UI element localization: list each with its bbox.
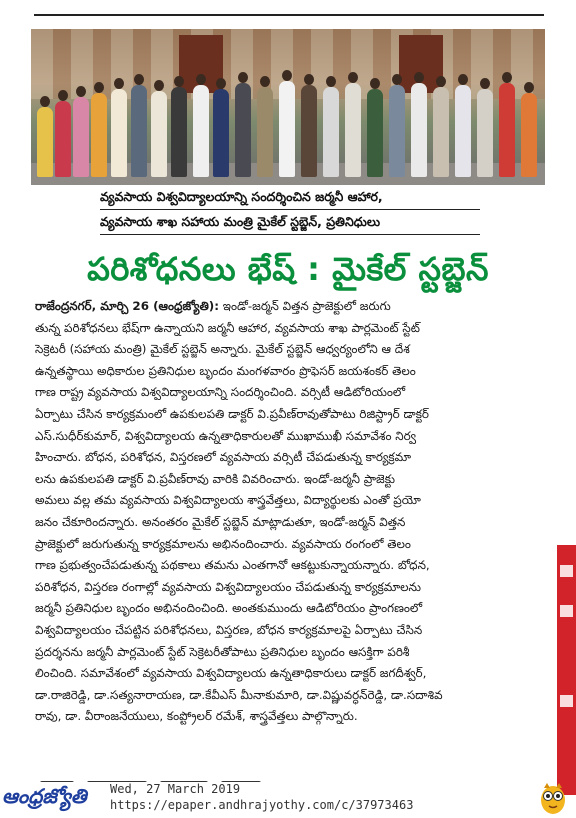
article-line: డా.రాజిరెడ్డి, డా.సత్యనారాయణ, డా.కేవీఎస్ మీనాకుమారి, డా.విష్ణువర్ధన్‌రెడ్డి, డా.సదాశివ — [35, 687, 443, 702]
person — [37, 107, 53, 177]
strip-mark — [560, 695, 573, 707]
article-line: సెక్రెటరీ (సహాయ మంత్రి) మైకేల్ స్టబ్జెన్ అన్నారు. మైకేల్ స్టబ్జెన్ ఆధ్వర్యంలోని ఆ దేశ — [35, 342, 410, 357]
caption-line-2: వ్యవసాయ శాఖ సహాయ మంత్రి మైకేల్ స్టబ్జెన్, ప్రతినిధులు — [100, 210, 480, 235]
mascot-icon — [538, 780, 568, 816]
article-line: గాణ ప్రభుత్వంచేపడుతున్న పథకాలు తమను ఎంతగానో ఆకట్టుకున్నాయన్నారు. బోధన, — [35, 558, 430, 573]
article-line: ఎస్.సుధీర్‌కుమార్, విశ్వవిద్యాలయ ఉన్నతాధికారులతో ముఖాముఖీ సమావేశం నిర్వ — [35, 428, 417, 443]
article-line: అమలు వల్ల తమ వ్యవసాయ విశ్వవిద్యాలయ శాస్త్రవేత్తలు, విద్యార్థులకు ఎంతో ప్రయో — [35, 493, 421, 508]
article-line: లను ఉపకులపతి డాక్టర్ వి.ప్రవీణ్‌రావు వారికి వివరించారు. ఇండో-జర్మనీ ప్రాజెక్టు — [35, 471, 396, 486]
headline: పరిశోధనలు భేష్ : మైకేల్ స్టబ్జెన్ — [87, 250, 489, 288]
person — [91, 93, 107, 177]
edition-date: Wed, 27 March 2019 — [110, 782, 241, 796]
strip-mark — [560, 605, 573, 617]
photo-people — [31, 67, 545, 177]
article-line: ఏర్పాటు చేసిన కార్యక్రమంలో ఉపకులపతి డాక్టర్ వి.ప్రవీణ్‌రావుతోపాటు రిజిస్ట్రార్ డాక్టర్ — [35, 406, 429, 421]
top-rule — [34, 14, 544, 16]
person — [257, 87, 273, 177]
article-line: ఇండో-జర్మన్ విత్తన ప్రాజెక్టులో జరుగు — [222, 299, 391, 313]
person — [171, 87, 187, 177]
person — [411, 83, 427, 177]
person — [213, 89, 229, 177]
article-line: జర్మనీ ప్రతినిధుల బృందం అభినందించింది. అంతకుముందు ఆడిటోరియం ప్రాంగణంలో — [35, 601, 423, 616]
person — [367, 89, 383, 177]
person — [151, 91, 167, 177]
person — [73, 97, 89, 177]
person — [521, 93, 537, 177]
footer — [0, 780, 576, 818]
article-line: గాణ రాష్ట్ర వ్యవసాయ విశ్వవిద్యాలయాన్ని సందర్శించింది. వర్సిటీ ఆడిటోరియంలో — [35, 385, 406, 400]
person — [433, 87, 449, 177]
caption-line-1: వ్యవసాయ విశ్వవిద్యాలయాన్ని సందర్శించిన జర్మనీ ఆహార, — [100, 185, 480, 210]
person — [389, 85, 405, 177]
group-photo — [31, 29, 545, 185]
epaper-url[interactable]: https://epaper.andhrajyothy.com/c/37973463 — [110, 798, 414, 812]
person — [477, 89, 493, 177]
dateline: రాజేంద్రనగర్, మార్చి 26 (ఆంధ్రజ్యోతి): — [35, 299, 219, 313]
adjacent-article-strip — [557, 545, 576, 795]
article-line: తున్న పరిశోధనలు భేష్‌గా ఉన్నాయని జర్మనీ ఆహార, వ్యవసాయ శాఖ పార్లమెంట్ స్టేట్ — [35, 320, 420, 335]
article-line: ఉన్నతస్థాయి అధికారుల ప్రతినిధుల బృందం మంగళవారం ప్రొఫెసర్ జయశంకర్ తెలం — [35, 363, 416, 378]
person — [499, 83, 515, 177]
person — [111, 89, 127, 177]
article-line-first — [35, 296, 543, 318]
person — [455, 85, 471, 177]
article-line: లించింది. సమావేశంలో వ్యవసాయ విశ్వవిద్యాలయ ఉన్నతాధికారులు డాక్టర్ జగదీశ్వర్, — [35, 666, 427, 681]
person — [345, 83, 361, 177]
person — [193, 85, 209, 177]
person — [279, 81, 295, 177]
article-line: పరిశోధన, విస్తరణ రంగాల్లో వ్యవసాయ విశ్వవిద్యాలయం చేపడుతున్న కార్యక్రమాలను — [35, 579, 422, 594]
article-line: ప్రాజెక్టులో జరుగుతున్న కార్యక్రమాలను అభినందించారు. వ్యవసాయ రంగంలో తెలం — [35, 536, 411, 551]
article-line: రావు, డా. వీరాంజనేయులు, కంప్ట్రోలర్ రమేశ్, శాస్త్రవేత్తలు పాల్గొన్నారు. — [35, 709, 358, 724]
person — [301, 85, 317, 177]
article-line: జనం చేకూరిందన్నారు. అనంతరం మైకేల్ స్టబ్జెన్ మాట్లాడుతూ, ఇండో-జర్మన్ విత్తన — [35, 514, 406, 529]
photo-caption — [100, 185, 480, 235]
article-line: ప్రదర్శనను జర్మనీ పార్లమెంట్ స్టేట్ సెక్రెటరీతోపాటు ప్రతినిధుల బృందం ఆసక్తిగా పరిశీ — [35, 644, 410, 659]
person — [323, 87, 339, 177]
article-line: విశ్వవిద్యాలయం చేపట్టిన పరిశోధనలు, విస్తరణ, బోధన కార్యక్రమాలపై ఏర్పాటు చేసిన — [35, 622, 423, 637]
person — [235, 83, 251, 177]
article-line: హించారు. బోధన, పరిశోధన, విస్తరణలో వ్యవసాయ వర్సిటీ చేపడుతున్న కార్యక్రమా — [35, 450, 412, 465]
person — [55, 101, 71, 177]
strip-mark — [560, 565, 573, 577]
article-body — [35, 296, 543, 728]
andhrajyothy-logo: ఆంధ్రజ్యోతి — [2, 784, 87, 808]
person — [131, 85, 147, 177]
